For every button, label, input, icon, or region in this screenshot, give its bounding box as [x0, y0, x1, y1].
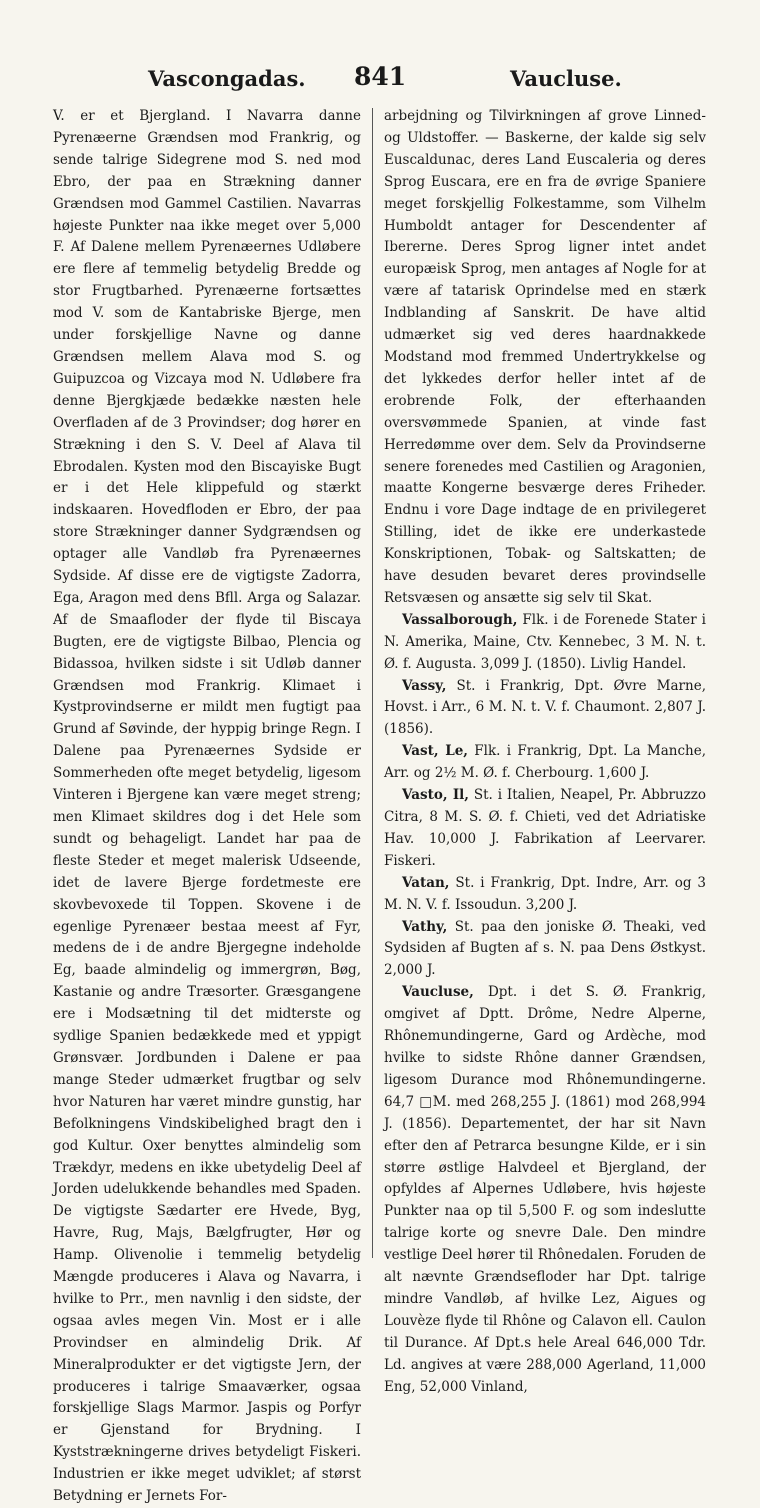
entry-body: St. i Frankrig, Dpt. Øvre Marne, Hovst. i Arr., 6 M. N. t. V. f. Chaumont. 2,807 J. (1856).: [384, 677, 706, 738]
entry-body: Flk. i de Forenede Stater i N. Amerika, Maine, Ctv. Kennebec, 3 M. N. t. Ø. f. Augusta. 3,099 J. (1850). Livlig Handel.: [384, 611, 706, 672]
header-left-word: Vascongadas.: [148, 66, 306, 91]
entry-body: St. i Frankrig, Dpt. Indre, Arr. og 3 M. N. V. f. Issoudun. 3,200 J.: [384, 874, 706, 913]
entry-body: Flk. i Frankrig, Dpt. La Manche, Arr. og 2½ M. Ø. f. Cherbourg. 1,600 J.: [384, 743, 707, 782]
right-column-intro: arbejdning og Tilvirkningen af grove Linned- og Uldstoffer. — Baskerne, der kalde sig selv Euscaldunac, deres Land Euscaleria og deres Sprog Euscara, ere en fra de øvrige Spaniere meget forskjellig Folkestamme, som Vilhelm Humboldt antager for Descendenter af Ibererne. Deres Sprog ligner intet andet europæisk Sprog, men antages af Nogle for at være af tatarisk Oprindelse med en stærk Indblanding af Sanskrit. De have altid udmærket sig ved deres haardnakkede Modstand mod fremmed Undertrykkelse og det lykkedes derfor heller intet af de erobrende Folk, der efterhaanden oversvømmede Spanien, at vinde fast Herredømme over dem. Selv da Provindserne senere forenedes med Castilien og Aragonien, maatte Kongerne besværge deres Friheder. Endnu i vore Dage indtage de en privilegeret Stilling, idet de ikke ere underkastede Konskriptionen, Tobak- og Saltskatten; de have desuden bevaret deres provindselle Retsvæsen og ansætte sig selv til Skat.: [384, 108, 706, 606]
entry-headword: Vasto, Il,: [402, 787, 469, 804]
left-column-text: V. er et Bjergland. I Navarra danne Pyrenæerne Grændsen mod Frankrig, og sende talrige Sidegrene mod S. ned mod Ebro, der paa en Strækning danner Grændsen mod Gammel Castilien. Navarras højeste Punkter naa ikke meget over 5,000 F. Af Dalene mellem Pyrenæernes Udløbere ere flere af temmelig betydelig Bredde og stor Frugtbarhed. Pyrenæerne fortsættes mod V. som de Kantabriske Bjerge, men under forskjellige Navne og danne Grændsen mellem Alava mod S. og Guipuzcoa og Vizcaya mod N. Udløbere fra denne Bjergkjæde bedække næsten hele Overfladen af de 3 Provindser; dog hører en Strækning i den S. V. Deel af Alava til Ebrodalen. Kysten mod den Biscayiske Bugt er i det Hele klippefuld og stærkt indskaaren. Hovedfloden er Ebro, der paa store Strækninger danner Sydgrændsen og optager alle Vandløb fra Pyrenæernes Sydside. Af disse ere de vigtigste Zadorra, Ega, Aragon med dens Bfll. Arga og Salazar. Af de Smaafloder der flyde til Biscaya Bugten, ere de vigtigste Bilbao, Plencia og Bidassoa, hvilken sidste i sit Udløb danner Grændsen mod Frankrig. Klimaet i Kystprovindserne er mildt men fugtigt paa Grund af Søvinde, der hyppig bringe Regn. I Dalene paa Pyrenæernes Sydside er Sommerheden ofte meget betydelig, ligesom Vinteren i Bjergene kan være meget streng; men Klimaet skildres dog i det Hele som sundt og behageligt. Landet har paa de fleste Steder et meget malerisk Udseende, idet de lavere Bjerge fordetmeste ere skovbevoxede til Toppen. Skovene i de egenlige Pyrenæer bestaa meest af Fyr, medens de i de andre Bjergegne indeholde Eg, baade almindelig og immergrøn, Bøg, Kastanie og andre Træsorter. Græsgangene ere i Modsætning til det midterste og sydlige Spanien bedækkede med et yppigt Grønsvær. Jordbunden i Dalene er paa mange Steder udmærket frugtbar og selv hvor Naturen har været mindre gunstig, har Befolkningens Vindskibelighed bragt den i god Kultur. Oxer benyttes almindelig som Trækdyr, medens en ikke ubetydelig Deel af Jorden udelukkende behandles med Spaden. De vigtigste Sædarter ere Hvede, Byg, Havre, Rug, Majs, Bælgfrugter, Hør og Hamp. Olivenolie i temmelig betydelig Mængde produceres i Alava og Navarra, i hvilke to Prr., men navnlig i den sidste, der ogsaa avles megen Vin. Most er i alle Provindser en almindelig Drik. Af Mineralprodukter er det vigtigste Jern, der produceres i talrige Smaaværker, ogsaa forskjellige Slags Marmor. Jaspis og Porfyr er Gjenstand for Brydning. I Kyststrækningerne drives betydeligt Fiskeri. Industrien er ikke meget udviklet; af størst Betydning er Jernets For-: [53, 108, 361, 1505]
entry-vathy: [384, 917, 706, 983]
header-right-word: Vaucluse.: [510, 66, 622, 91]
entry-body: Dpt. i det S. Ø. Frankrig, omgivet af Dptt. Drôme, Nedre Alperne, Rhônemundingerne, Gard og Ardèche, mod hvilke to sidste Rhône danner Grændsen, ligesom Durance mod Rhônemundingerne. 64,7 □M. med 268,255 J. (1861) mod 268,994 J. (1856). Departementet, der har sit Navn efter den af Petrarca besungne Kilde, er i sin større østlige Halvdeel et Bjergland, der opfyldes af Alpernes Udløbere, hvis højeste Punkter naa op til 5,500 F. og som indeslutte talrige korte og snevre Dale. Den mindre vestlige Deel hører til Rhônedalen. Foruden de alt nævnte Grændsefloder har Dpt. talrige mindre Vandløb, af hvilke Lez, Aigues og Louvèze flyde til Rhône og Calavon ell. Caulon til Durance. Af Dpt.s hele Areal 646,000 Tdr. Ld. angives at være 288,000 Agerland, 11,000 Eng, 52,000 Vinland,: [384, 984, 706, 1395]
entry-vast-le: [384, 741, 706, 785]
entry-vassy: [384, 676, 706, 742]
entry-headword: Vassalborough,: [402, 611, 518, 628]
entry-headword: Vast, Le,: [402, 743, 469, 760]
entry-vatan: [384, 873, 706, 917]
entry-headword: Vathy,: [402, 918, 448, 935]
entry-vassalborough: [384, 610, 706, 676]
entry-vasto-il: [384, 785, 706, 873]
entry-vaucluse: [384, 982, 706, 1398]
page-number: 841: [354, 62, 407, 91]
column-divider: [372, 108, 373, 1258]
entry-body: St. paa den joniske Ø. Theaki, ved Sydsiden af Bugten af s. N. paa Dens Østkyst. 2,000 J.: [384, 918, 706, 979]
entry-headword: Vatan,: [402, 874, 450, 891]
running-header: [52, 58, 708, 98]
left-column: [53, 106, 361, 1505]
entry-body: St. i Italien, Neapel, Pr. Abbruzzo Citra, 8 M. S. Ø. f. Chieti, ved det Adriatiske Hav. 10,000 J. Fabrikation af Leervarer. Fiskeri.: [384, 787, 706, 869]
right-column: [384, 106, 707, 1395]
entry-headword: Vaucluse,: [402, 984, 474, 1001]
entry-headword: Vassy,: [402, 677, 447, 694]
